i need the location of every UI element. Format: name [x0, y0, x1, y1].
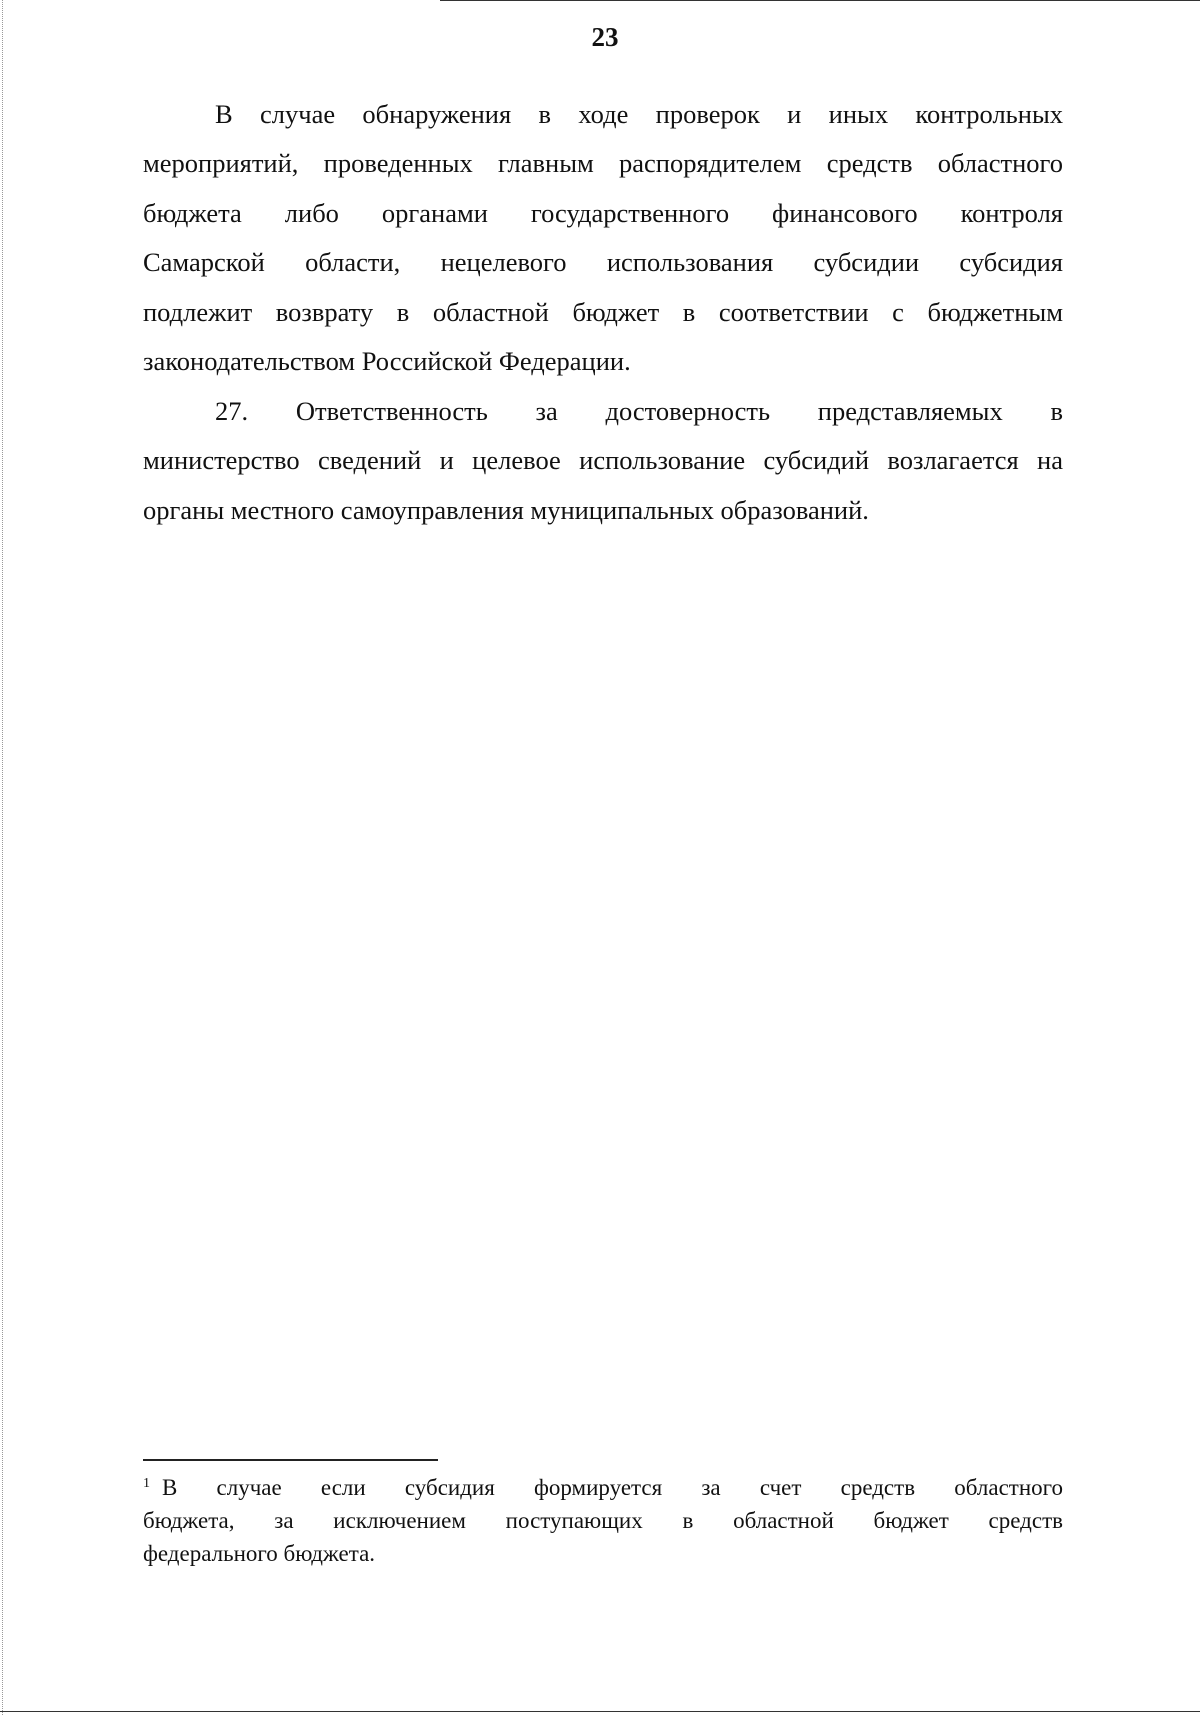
page-number: 23 — [591, 22, 619, 52]
text-line: 27. Ответственность за достоверность представляемых в — [215, 396, 1063, 426]
text-line: Самарской области, нецелевого использования субсидии субсидия — [143, 247, 1063, 277]
text-line: В случае обнаружения в ходе проверок и иных контрольных — [215, 99, 1063, 129]
footnote-text: В случае если субсидия формируется за счет средств областного — [162, 1475, 1063, 1500]
text-line: органы местного самоуправления муниципальных образований. — [143, 495, 869, 525]
scan-edge-bottom — [0, 1711, 1200, 1712]
scan-edge-top — [440, 0, 1200, 1]
text-line: мероприятий, проведенных главным распорядителем средств областного — [143, 148, 1063, 178]
footnote-line: федерального бюджета. — [143, 1541, 376, 1566]
footnote-marker: 1 — [143, 1476, 150, 1491]
footnote-line: бюджета, за исключением поступающих в областной бюджет средств — [143, 1508, 1063, 1533]
text-line: министерство сведений и целевое использование субсидий возлагается на — [143, 445, 1063, 475]
footnote-separator — [143, 1459, 438, 1461]
text-line: законодательством Российской Федерации. — [143, 346, 631, 376]
scan-edge-left — [2, 0, 3, 1715]
footnote-line — [143, 1474, 1063, 1502]
text-line: бюджета либо органами государственного финансового контроля — [143, 198, 1063, 228]
text-line: подлежит возврату в областной бюджет в соответствии с бюджетным — [143, 297, 1063, 327]
